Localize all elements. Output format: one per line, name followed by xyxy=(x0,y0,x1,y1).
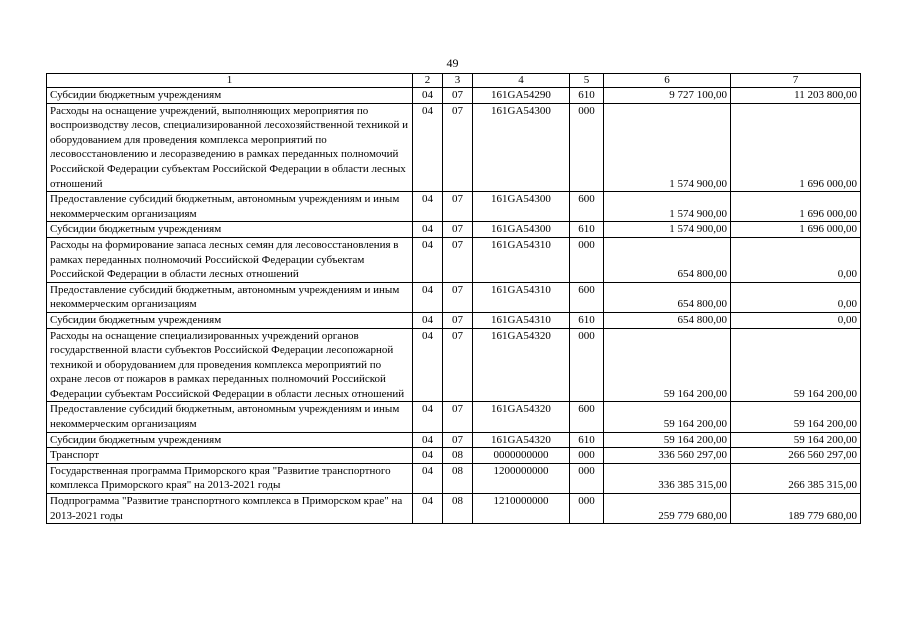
row-name-cell: Расходы на формирование запаса лесных семян для лесовосстановления в рамках переданных полномочий Российской Федерации субъектам Российской Федерации в области лесных отношений xyxy=(47,237,413,282)
target-code-cell: 1200000000 xyxy=(473,463,570,493)
expense-type-cell: 000 xyxy=(570,103,604,192)
target-code-cell: 161GA54310 xyxy=(473,312,570,328)
subsection-code-cell: 07 xyxy=(443,312,473,328)
amount-col7-cell: 0,00 xyxy=(731,312,861,328)
target-code-cell: 161GA54310 xyxy=(473,282,570,312)
target-code-cell: 161GA54320 xyxy=(473,402,570,432)
row-name-cell: Предоставление субсидий бюджетным, автономным учреждениям и иным некоммерческим организациям xyxy=(47,192,413,222)
table-row xyxy=(47,192,861,222)
amount-col6-cell: 59 164 200,00 xyxy=(604,328,731,402)
row-name-cell: Расходы на оснащение специализированных учреждений органов государственной власти субъектов Российской Федерации лесопожарной техникой и оборудованием для проведения комплекса мероприятий по охране лесов от пожаров в рамках переданных полномочий Российской Федерации субъектам Российской Федерации в области лесных отношений xyxy=(47,328,413,402)
amount-col7-cell: 189 779 680,00 xyxy=(731,494,861,524)
expense-type-cell: 000 xyxy=(570,328,604,402)
section-code-cell: 04 xyxy=(413,494,443,524)
subsection-code-cell: 07 xyxy=(443,222,473,238)
section-code-cell: 04 xyxy=(413,237,443,282)
row-name-cell: Субсидии бюджетным учреждениям xyxy=(47,222,413,238)
row-name-cell: Предоставление субсидий бюджетным, автономным учреждениям и иным некоммерческим организациям xyxy=(47,282,413,312)
subsection-code-cell: 08 xyxy=(443,463,473,493)
row-name-cell: Субсидии бюджетным учреждениям xyxy=(47,432,413,448)
expense-type-cell: 600 xyxy=(570,192,604,222)
amount-col7-cell: 59 164 200,00 xyxy=(731,402,861,432)
subsection-code-cell: 07 xyxy=(443,103,473,192)
table-row xyxy=(47,222,861,238)
target-code-cell: 161GA54300 xyxy=(473,192,570,222)
target-code-cell: 1210000000 xyxy=(473,494,570,524)
subsection-code-cell: 07 xyxy=(443,237,473,282)
expense-type-cell: 610 xyxy=(570,432,604,448)
header-row xyxy=(47,74,861,88)
amount-col7-cell: 59 164 200,00 xyxy=(731,328,861,402)
table-row xyxy=(47,494,861,524)
amount-col6-cell: 59 164 200,00 xyxy=(604,432,731,448)
budget-table xyxy=(46,73,861,524)
amount-col6-cell: 336 560 297,00 xyxy=(604,448,731,464)
table-row xyxy=(47,448,861,464)
column-header-4: 4 xyxy=(473,74,570,88)
amount-col6-cell: 654 800,00 xyxy=(604,282,731,312)
amount-col6-cell: 1 574 900,00 xyxy=(604,103,731,192)
amount-col6-cell: 59 164 200,00 xyxy=(604,402,731,432)
target-code-cell: 161GA54300 xyxy=(473,103,570,192)
table-row xyxy=(47,402,861,432)
section-code-cell: 04 xyxy=(413,402,443,432)
expense-type-cell: 000 xyxy=(570,463,604,493)
amount-col6-cell: 9 727 100,00 xyxy=(604,88,731,104)
column-header-1: 1 xyxy=(47,74,413,88)
subsection-code-cell: 07 xyxy=(443,432,473,448)
section-code-cell: 04 xyxy=(413,328,443,402)
subsection-code-cell: 07 xyxy=(443,88,473,104)
amount-col6-cell: 1 574 900,00 xyxy=(604,222,731,238)
amount-col7-cell: 266 560 297,00 xyxy=(731,448,861,464)
section-code-cell: 04 xyxy=(413,448,443,464)
subsection-code-cell: 07 xyxy=(443,402,473,432)
table-row xyxy=(47,432,861,448)
section-code-cell: 04 xyxy=(413,312,443,328)
expense-type-cell: 000 xyxy=(570,237,604,282)
expense-type-cell: 600 xyxy=(570,282,604,312)
amount-col7-cell: 1 696 000,00 xyxy=(731,103,861,192)
subsection-code-cell: 07 xyxy=(443,328,473,402)
column-header-3: 3 xyxy=(443,74,473,88)
section-code-cell: 04 xyxy=(413,103,443,192)
table-row xyxy=(47,282,861,312)
section-code-cell: 04 xyxy=(413,463,443,493)
subsection-code-cell: 08 xyxy=(443,448,473,464)
page-number: 49 xyxy=(446,56,459,70)
row-name-cell: Расходы на оснащение учреждений, выполняющих мероприятия по воспроизводству лесов, специализированной лесохозяйственной техникой и оборудованием для проведения комплекса мероприятий по лесовосстановлению и лесоразведению в рамках переданных полномочий Российской Федерации субъектам Российской Федерации в области лесных отношений xyxy=(47,103,413,192)
row-name-cell: Субсидии бюджетным учреждениям xyxy=(47,312,413,328)
subsection-code-cell: 08 xyxy=(443,494,473,524)
amount-col7-cell: 0,00 xyxy=(731,237,861,282)
subsection-code-cell: 07 xyxy=(443,282,473,312)
amount-col7-cell: 59 164 200,00 xyxy=(731,432,861,448)
table-row xyxy=(47,88,861,104)
column-header-7: 7 xyxy=(731,74,861,88)
table-row xyxy=(47,103,861,192)
row-name-cell: Предоставление субсидий бюджетным, автономным учреждениям и иным некоммерческим организациям xyxy=(47,402,413,432)
expense-type-cell: 600 xyxy=(570,402,604,432)
amount-col7-cell: 266 385 315,00 xyxy=(731,463,861,493)
row-name-cell: Подпрограмма "Развитие транспортного комплекса в Приморском крае" на 2013-2021 годы xyxy=(47,494,413,524)
amount-col6-cell: 654 800,00 xyxy=(604,237,731,282)
table-row xyxy=(47,312,861,328)
target-code-cell: 0000000000 xyxy=(473,448,570,464)
expense-type-cell: 610 xyxy=(570,222,604,238)
target-code-cell: 161GA54320 xyxy=(473,328,570,402)
amount-col6-cell: 654 800,00 xyxy=(604,312,731,328)
amount-col7-cell: 11 203 800,00 xyxy=(731,88,861,104)
amount-col7-cell: 0,00 xyxy=(731,282,861,312)
column-header-5: 5 xyxy=(570,74,604,88)
section-code-cell: 04 xyxy=(413,432,443,448)
expense-type-cell: 610 xyxy=(570,312,604,328)
expense-type-cell: 000 xyxy=(570,448,604,464)
amount-col6-cell: 336 385 315,00 xyxy=(604,463,731,493)
row-name-cell: Субсидии бюджетным учреждениям xyxy=(47,88,413,104)
section-code-cell: 04 xyxy=(413,192,443,222)
section-code-cell: 04 xyxy=(413,88,443,104)
table-row xyxy=(47,237,861,282)
row-name-cell: Государственная программа Приморского края "Развитие транспортного комплекса Приморского края" на 2013-2021 годы xyxy=(47,463,413,493)
section-code-cell: 04 xyxy=(413,222,443,238)
expense-type-cell: 000 xyxy=(570,494,604,524)
amount-col6-cell: 259 779 680,00 xyxy=(604,494,731,524)
subsection-code-cell: 07 xyxy=(443,192,473,222)
target-code-cell: 161GA54300 xyxy=(473,222,570,238)
expense-type-cell: 610 xyxy=(570,88,604,104)
amount-col7-cell: 1 696 000,00 xyxy=(731,192,861,222)
column-header-2: 2 xyxy=(413,74,443,88)
section-code-cell: 04 xyxy=(413,282,443,312)
amount-col6-cell: 1 574 900,00 xyxy=(604,192,731,222)
target-code-cell: 161GA54310 xyxy=(473,237,570,282)
amount-col7-cell: 1 696 000,00 xyxy=(731,222,861,238)
target-code-cell: 161GA54320 xyxy=(473,432,570,448)
target-code-cell: 161GA54290 xyxy=(473,88,570,104)
column-header-6: 6 xyxy=(604,74,731,88)
table-row xyxy=(47,463,861,493)
table-row xyxy=(47,328,861,402)
row-name-cell: Транспорт xyxy=(47,448,413,464)
